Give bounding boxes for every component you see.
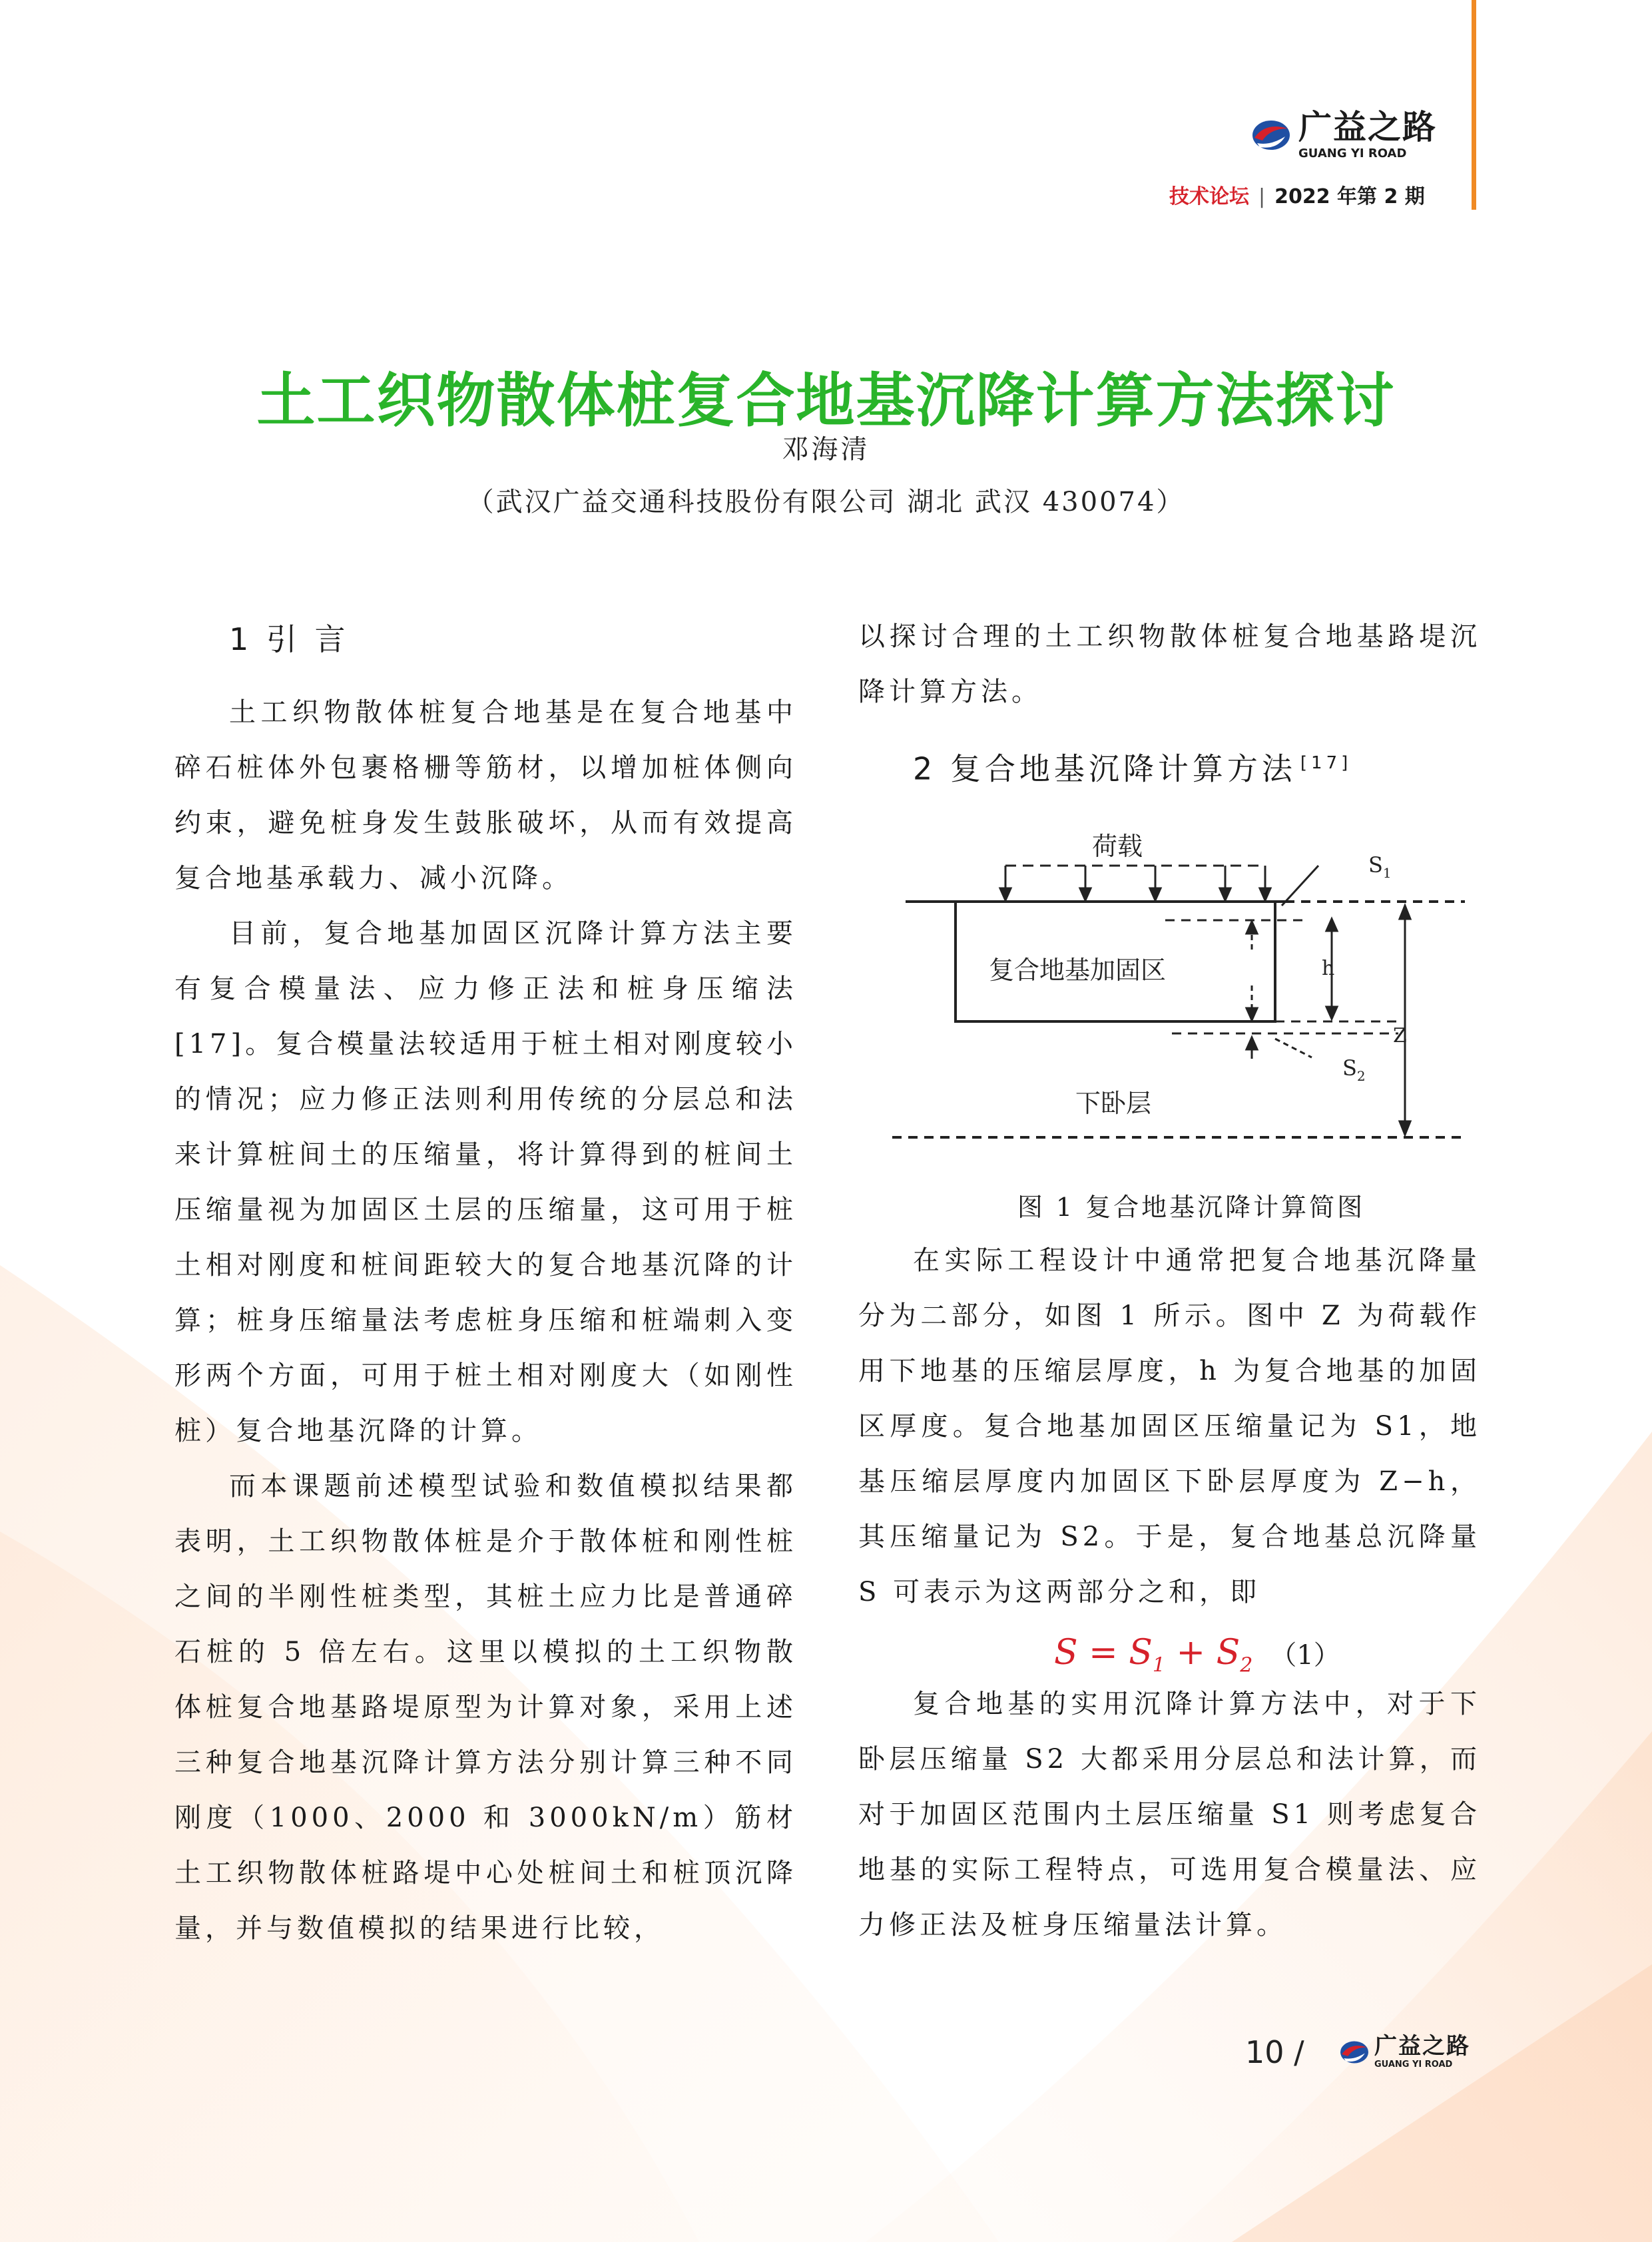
equation-plus: + [1165, 1633, 1217, 1673]
header-logo-en: GUANG YI ROAD [1298, 146, 1407, 160]
section-1-paragraph-3: 而本课题前述模型试验和数值模拟结果都表明，土工织物散体桩是介于散体桩和刚性桩之间的半刚性桩类型，其桩土应力比是普通碎石桩的 5 倍左右。这里以模拟的土工织物散体桩复合地基路堤原型为计算对象，采用上述三种复合地基沉降计算方法分别计算三种不同刚度（1000、2000 和 3000kN/m）筋材土工织物散体桩路堤中心处桩间土和桩顶沉降量，并与数值模拟的结果进行比较， [174, 1471, 797, 1944]
figure-s1-label: $S_1$ [1368, 852, 1392, 881]
section-2-heading-text: 2 复合地基沉降计算方法 [913, 750, 1296, 787]
equation-number: （1） [1270, 1640, 1340, 1671]
header-section-label: 技术论坛 [1169, 185, 1249, 208]
footer-logo-en: GUANG YI ROAD [1374, 2060, 1453, 2070]
header-accent-rule [1472, 0, 1476, 210]
section-1-paragraph-2 [174, 906, 797, 1459]
figure-h-label: h [1322, 957, 1335, 980]
figure-1-caption: 图 1 复合地基沉降计算简图 [1017, 1193, 1366, 1222]
s1-leader-line [1282, 866, 1318, 906]
article-author: 邓海清 [782, 434, 870, 465]
header-meta [1169, 180, 1425, 209]
section-1-paragraph-2-a: 目前，复合地基加固区沉降计算方法主要有复合模量法、应力修正法和桩身压缩法 [174, 918, 797, 1004]
figure-load-label: 荷载 [1092, 832, 1143, 861]
section-1-paragraph-2-b: 。复合模量法较适用于桩土相对刚度较小的情况；应力修正法则利用传统的分层总和法来计算桩间土的压缩量，将计算得到的桩间土压缩量视为加固区土层的压缩量，这可用于桩土相对刚度和桩间距较大的复合地基沉降的计算；桩身压缩量法考虑桩身压缩和桩端刺入变形两个方面，可用于桩土相对刚度大（如刚性桩）复合地基沉降的计算。 [174, 1029, 797, 1446]
figure-under-label: 下卧层 [1075, 1089, 1152, 1118]
right-column-body-2 [858, 1677, 1481, 1953]
header-logo [1250, 108, 1437, 160]
article-title: 土工织物散体桩复合地基沉降计算方法探讨 [256, 366, 1396, 435]
equation-equals: = [1077, 1633, 1129, 1673]
equation-lhs: S [1054, 1633, 1078, 1673]
load-arrows [1000, 866, 1270, 900]
header-issue: 2022 年第 2 期 [1274, 185, 1425, 208]
s2-leader-line [1275, 1039, 1312, 1057]
section-2-heading [913, 733, 1481, 798]
header-separator: | [1258, 185, 1266, 208]
figure-zone-label: 复合地基加固区 [989, 956, 1167, 985]
equation-1 [1054, 1633, 1340, 1677]
right-column [858, 609, 1481, 798]
section-1-paragraph-3-continued: 以探讨合理的土工织物散体桩复合地基路堤沉降计算方法。 [858, 621, 1481, 707]
section-1-heading-text: 1 引 言 [229, 621, 350, 657]
section-2-heading-citation: [17] [1300, 753, 1352, 773]
z-dimension-arrow [1400, 906, 1410, 1135]
section-2-paragraph-2: 复合地基的实用沉降计算方法中，对于下卧层压缩量 S2 大都采用分层总和法计算，而对于加固区范围内土层压缩量 S1 则考虑复合地基的实际工程特点，可选用复合模量法、应力修正法及桩身压缩量法计算。 [858, 1689, 1481, 1940]
figure-z-label: Z [1393, 1024, 1407, 1047]
footer-logo-cn: 广益之路 [1374, 2033, 1470, 2060]
citation-17: [17] [174, 1029, 246, 1059]
figure-1-diagram [892, 819, 1478, 1152]
equation-term-1: S [1129, 1633, 1153, 1673]
footer-swoosh-logo-icon [1338, 2038, 1370, 2066]
section-1-paragraph-1: 土工织物散体桩复合地基是在复合地基中碎石桩体外包裹格栅等筋材，以增加桩体侧向约束，避免桩身发生鼓胀破坏，从而有效提高复合地基承载力、减小沉降。 [174, 697, 797, 894]
right-column-body [858, 1233, 1481, 1620]
equation-term-2-sub: 2 [1240, 1653, 1253, 1677]
page-number: 10 / [1245, 2034, 1304, 2070]
figure-s2-label: $S_2$ [1342, 1055, 1366, 1084]
equation-term-1-sub: 1 [1152, 1653, 1165, 1677]
article-affiliation: （武汉广益交通科技股份有限公司 湖北 武汉 430074） [467, 487, 1185, 517]
equation-term-2: S [1216, 1633, 1240, 1673]
section-2-paragraph-1: 在实际工程设计中通常把复合地基沉降量分为二部分，如图 1 所示。图中 Z 为荷载作用下地基的压缩层厚度，h 为复合地基的加固区厚度。复合地基加固区压缩量记为 S1，地基压缩层厚度内加固区下卧层厚度为 Z−h，其压缩量记为 S2。于是，复合地基总沉降量 S 可表示为这两部分之和，即 [858, 1245, 1481, 1607]
section-1-heading [229, 609, 797, 669]
left-column [174, 609, 797, 1956]
swoosh-logo-icon [1250, 117, 1292, 154]
footer-logo [1338, 2035, 1470, 2069]
header-logo-cn: 广益之路 [1298, 108, 1437, 146]
zone-settlement-arrows [1246, 922, 1257, 1059]
